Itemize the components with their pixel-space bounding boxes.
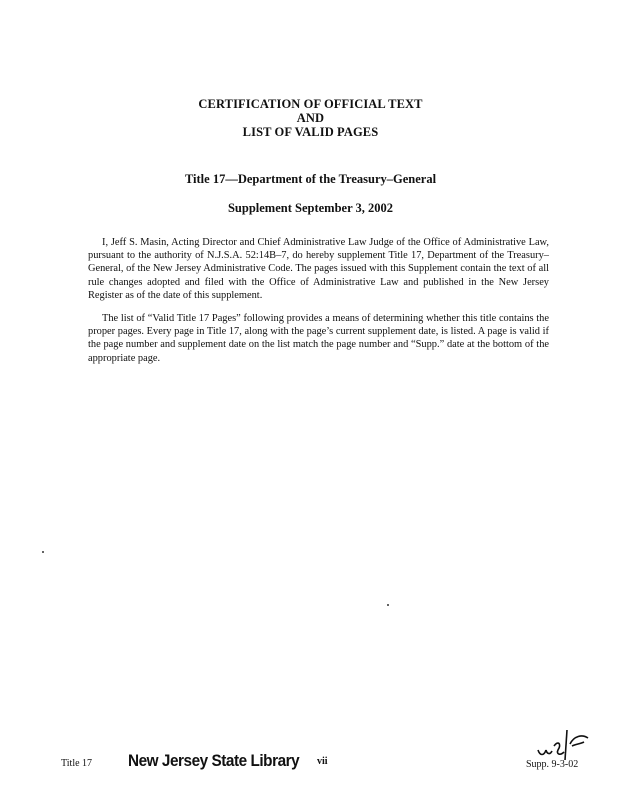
certification-paragraph: I, Jeff S. Masin, Acting Director and Chief Administrative Law Judge of the Office of Administrative Law, pursuant to the authority of N.J.S.A. 52:14B–7, do hereby supplement Title 17, Department of the Treasury–General, of the New Jersey Administrative Code. The pages issued with this Supplement contain the text of all rule changes adopted and filed with the Office of Administrative Law and published in the New Jersey Register as of the date of this supplement. (88, 237, 549, 301)
certification-heading: CERTIFICATION OF OFFICIAL TEXT (198, 97, 423, 111)
scan-speck (42, 551, 44, 553)
footer-supplement-date: Supp. 9-3-02 (526, 759, 579, 770)
library-stamp: New Jersey State Library (128, 751, 300, 770)
title-heading: Title 17—Department of the Treasury–General (184, 172, 437, 186)
scan-speck (387, 604, 389, 606)
instructions-paragraph: The list of “Valid Title 17 Pages” following provides a means of determining whether this title contains the proper pages. Every page in Title 17, along with the page’s current supplement date, is listed. A page is valid if the page number and supplement date on the list match the page number and “Supp.” date at the bottom of the appropriate page. (88, 313, 549, 364)
valid-pages-heading: LIST OF VALID PAGES (242, 125, 379, 139)
supplement-date-heading: Supplement September 3, 2002 (227, 201, 394, 215)
heading-and: AND (296, 111, 325, 125)
footer-title-label: Title 17 (61, 758, 93, 769)
page-number: vii (317, 756, 328, 767)
